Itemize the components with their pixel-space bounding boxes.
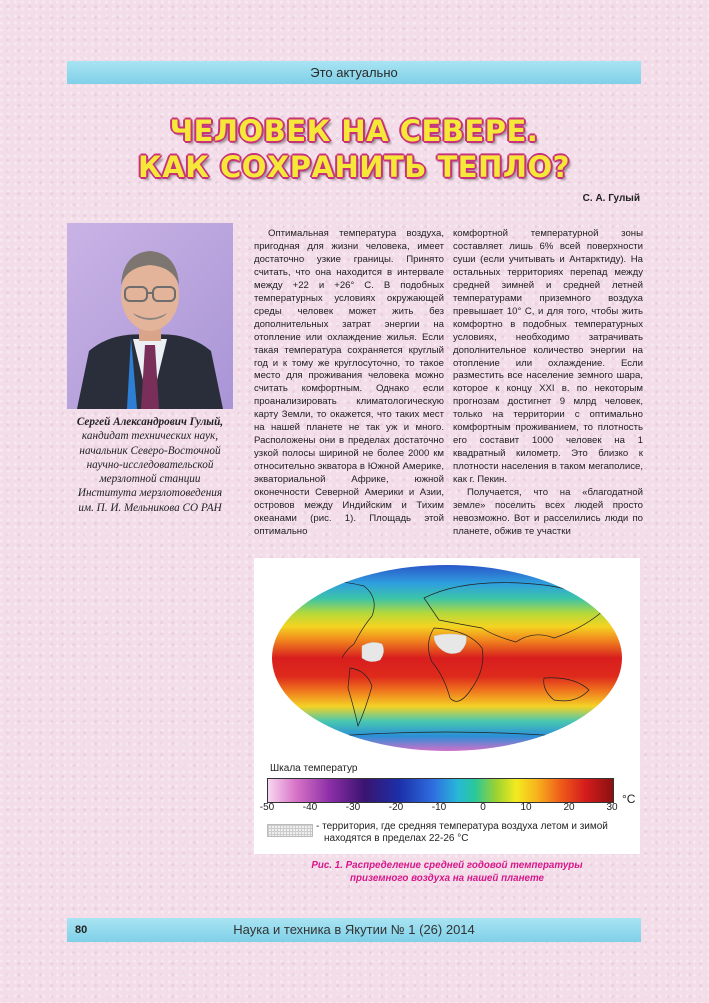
scale-tick: 10	[520, 802, 532, 813]
scale-tick: -10	[431, 802, 447, 813]
author-byline: С. А. Гулый	[582, 193, 640, 204]
scale-tick: -30	[345, 802, 361, 813]
legend-line-2: находятся в пределах 22-26 °C	[324, 833, 469, 844]
paragraph-1: Оптимальная температура воздуха, пригодная для жизни человека, имеет достаточно узкие границы. Принято считать, что она находится в интервале между +22 и +26° С. В подобных температурных условиях окружающей среды человек может жить без дополнительных затрат энергии на отопление или охлаждение жилья. Если такая температура сохраняется круглый год и к тому же круглосуточно, то такое место для проживания человека можно считать комфортным. Однако если проанализировать климатологическую карту Земли, то окажется, что таких мест на нашей планете не так уж и много. Расположены они в пределах достаточно узкой полосы шириной не более 2000 км относительно экватора в Южной Америке, экваториальной Африке, южной оконечности Северной Америки и Азии, островов между Индийским и Тихим океанами (рис. 1). Площадь этой оптимально	[254, 228, 444, 537]
author-position-cont: научно-исследовательской	[86, 458, 214, 471]
title-line-1: ЧЕЛОВЕК НА СЕВЕРЕ.	[169, 114, 539, 148]
world-temperature-map	[254, 558, 640, 758]
scale-tick: -50	[259, 802, 275, 813]
temperature-map-figure	[254, 558, 640, 854]
paragraph-3: Получается, что на «благодатной земле» поселить всех людей просто невозможно. Вот и расселились люди по планете, обжив те участки	[453, 487, 643, 537]
journal-title: Наука и техника в Якутии № 1 (26) 2014	[233, 922, 475, 937]
author-photo	[67, 223, 233, 409]
page-number: 80	[75, 924, 88, 936]
page-footer	[67, 918, 641, 942]
section-header	[67, 61, 641, 84]
title-line-2: КАК СОХРАНИТЬ ТЕПЛО?	[138, 150, 570, 184]
author-institute: Института мерзлотоведения	[77, 487, 223, 500]
figure-caption	[254, 859, 640, 885]
text-column-1	[254, 228, 444, 539]
comfort-zone-legend	[316, 821, 636, 845]
text-column-2	[453, 228, 643, 539]
scale-tick: 30	[606, 802, 618, 813]
scale-title: Шкала температур	[270, 763, 358, 774]
scale-unit: °C	[622, 792, 636, 806]
article-title	[67, 113, 641, 185]
scale-tick: 20	[563, 802, 575, 813]
figure-caption-line-2: приземного воздуха на нашей планете	[350, 873, 544, 884]
author-position: начальник Северо-Восточной	[79, 444, 221, 457]
author-name: Сергей Александрович Гулый,	[76, 416, 224, 428]
author-institute-cont: им. П. И. Мельникова СО РАН	[78, 501, 222, 514]
author-credential: кандидат технических наук,	[81, 430, 219, 443]
comfort-zone-swatch	[267, 824, 313, 837]
scale-tick: -20	[388, 802, 404, 813]
author-caption	[67, 415, 233, 515]
scale-tick: 0	[480, 802, 486, 813]
paragraph-2: комфортной температурной зоны составляет лишь 6% всей поверхности суши (если учитывать и Антарктиду). На остальных территориях перепад между средней зимней и средней летней температурами приземного воздуха превышает 10° С, и для того, чтобы жить комфортно в подобных температурных условиях, необходимо затрачивать дополнительное количество энергии на отопление или охлаждение. Если разместить все население земного шара, которое к концу XXI в. по некоторым прогнозам достигнет 9 млрд человек, только на территории с оптимально комфортным проживанием, то плотность его составит 1000 человек на 1 квадратный километр. Это близко к плотности населения в таком мегаполисе, как г. Пекин.	[453, 228, 643, 486]
author-station: мерзлотной станции	[99, 473, 201, 486]
figure-caption-line-1: Рис. 1. Распределение средней годовой температуры	[311, 860, 583, 871]
legend-line-1: - территория, где средняя температура воздуха летом и зимой	[316, 821, 608, 832]
temperature-scale-bar	[267, 778, 614, 803]
section-label: Это актуально	[310, 65, 398, 80]
scale-tick: -40	[302, 802, 318, 813]
